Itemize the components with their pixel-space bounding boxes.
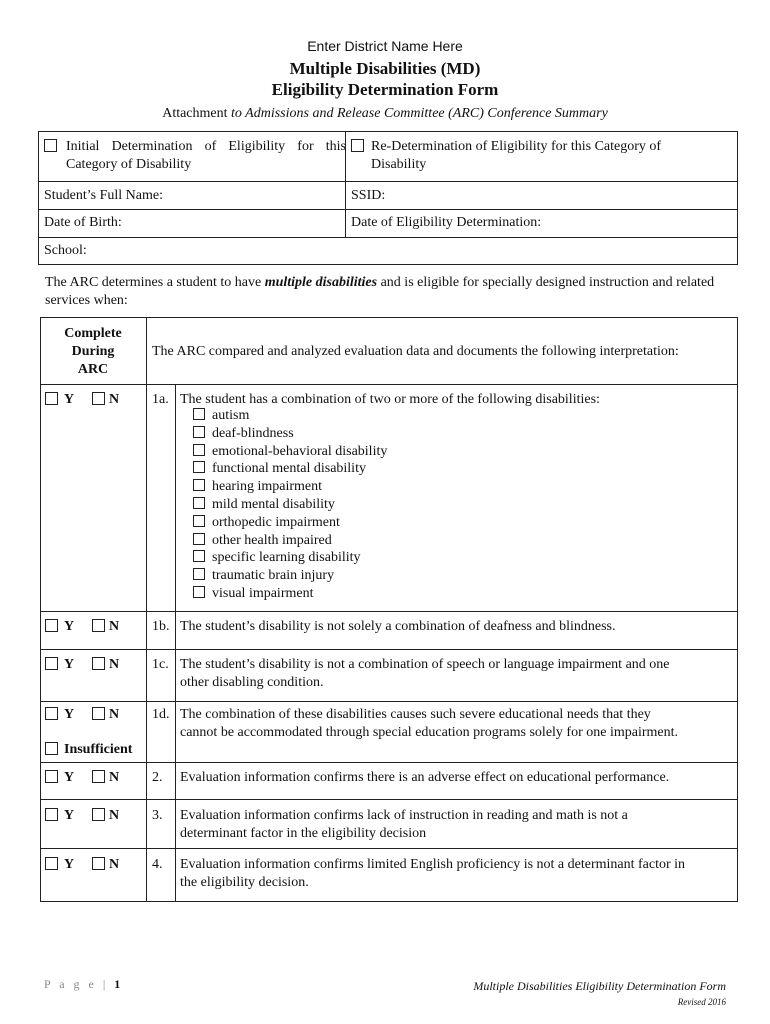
no-label: N: [109, 857, 120, 872]
dob-field[interactable]: Date of Birth:: [44, 215, 122, 230]
row-3-text-2: determinant factor in the eligibility decision: [180, 826, 427, 841]
disability-traumatic-brain[interactable]: traumatic brain injury: [193, 567, 387, 585]
disability-functional-mental[interactable]: functional mental disability: [193, 460, 387, 478]
intro-paragraph: The ARC determines a student to have multiple disabilities and is eligible for specially designed instruction and related services when:: [45, 275, 715, 308]
no-label: N: [109, 392, 120, 407]
initial-determination-checkbox[interactable]: [44, 139, 57, 152]
row-1b-no-checkbox[interactable]: [92, 619, 105, 632]
no-label: N: [109, 808, 120, 823]
row-1c-text-2: other disabling condition.: [180, 675, 324, 690]
yes-label: Y: [64, 770, 75, 785]
disability-visual-impairment[interactable]: visual impairment: [193, 585, 387, 603]
row-1a-no-checkbox[interactable]: [92, 392, 105, 405]
no-label: N: [109, 619, 120, 634]
row-1d-text: The combination of these disabilities causes such severe educational needs that they: [180, 707, 651, 722]
row-1a-text: The student has a combination of two or more of the following disabilities:: [180, 392, 600, 407]
row-2-text: Evaluation information confirms there is an adverse effect on educational performance.: [180, 770, 670, 785]
initial-determination-label-2: Category of Disability: [66, 157, 192, 172]
revised-date: Revised 2016: [677, 997, 726, 1007]
ssid-field[interactable]: SSID:: [351, 188, 386, 203]
footer-form-name: Multiple Disabilities Eligibility Determination Form: [473, 979, 726, 993]
disability-autism[interactable]: autism: [193, 407, 387, 425]
checkbox[interactable]: [193, 444, 205, 456]
redetermination-checkbox[interactable]: [351, 139, 364, 152]
row-1b-text: The student’s disability is not solely a combination of deafness and blindness.: [180, 619, 616, 634]
checkbox[interactable]: [193, 497, 205, 509]
row-1c-no-checkbox[interactable]: [92, 657, 105, 670]
disability-emotional-behavioral[interactable]: emotional-behavioral disability: [193, 443, 387, 461]
insufficient-label: Insufficient: [64, 742, 133, 757]
redetermination-label-2: Disability: [371, 157, 427, 172]
form-title-line2: Eligibility Determination Form: [271, 80, 499, 99]
yes-label: Y: [64, 808, 75, 823]
checkbox[interactable]: [193, 515, 205, 527]
no-label: N: [109, 707, 120, 722]
yes-label: Y: [64, 707, 75, 722]
row-1c-text: The student’s disability is not a combination of speech or language impairment and one: [180, 657, 670, 672]
disability-orthopedic[interactable]: orthopedic impairment: [193, 514, 387, 532]
school-field[interactable]: School:: [44, 243, 87, 258]
row-4-text-2: the eligibility decision.: [180, 875, 309, 890]
checkbox[interactable]: [193, 586, 205, 598]
yes-label: Y: [64, 619, 75, 634]
interpretation-header: The ARC compared and analyzed evaluation data and documents the following interpretation:: [152, 344, 679, 359]
checkbox[interactable]: [193, 550, 205, 562]
checkbox[interactable]: [193, 533, 205, 545]
disability-other-health[interactable]: other health impaired: [193, 532, 387, 550]
no-label: N: [109, 657, 120, 672]
row-1d-insufficient-checkbox[interactable]: [45, 742, 58, 755]
row-3-no-checkbox[interactable]: [92, 808, 105, 821]
disability-hearing-impairment[interactable]: hearing impairment: [193, 478, 387, 496]
row-4-text: Evaluation information confirms limited English proficiency is not a determinant factor in: [180, 857, 686, 872]
row-1d-number: 1d.: [152, 707, 170, 722]
disability-deaf-blindness[interactable]: deaf-blindness: [193, 425, 387, 443]
yes-label: Y: [64, 657, 75, 672]
yes-label: Y: [64, 392, 75, 407]
row-4-no-checkbox[interactable]: [92, 857, 105, 870]
row-3-text: Evaluation information confirms lack of instruction in reading and math is not a: [180, 808, 628, 823]
disability-mild-mental[interactable]: mild mental disability: [193, 496, 387, 514]
complete-during-arc-header: Complete During ARC: [64, 326, 122, 377]
row-1d-yes-checkbox[interactable]: [45, 707, 58, 720]
row-4-number: 4.: [152, 857, 163, 872]
row-2-yes-checkbox[interactable]: [45, 770, 58, 783]
checkbox[interactable]: [193, 568, 205, 580]
row-1d-text-2: cannot be accommodated through special education programs solely for one impairment.: [180, 725, 679, 740]
initial-determination-label: Initial Determination of Eligibility for this: [66, 139, 346, 154]
row-2-number: 2.: [152, 770, 163, 785]
disabilities-list: [193, 407, 387, 603]
row-4-yes-checkbox[interactable]: [45, 857, 58, 870]
eligibility-date-field[interactable]: Date of Eligibility Determination:: [351, 215, 542, 230]
row-2-no-checkbox[interactable]: [92, 770, 105, 783]
checkbox[interactable]: [193, 408, 205, 420]
row-1a-number: 1a.: [152, 392, 169, 407]
attachment-note: Attachment to Admissions and Release Committee (ARC) Conference Summary: [162, 106, 608, 121]
checkbox[interactable]: [193, 479, 205, 491]
checkbox[interactable]: [193, 461, 205, 473]
row-1b-yes-checkbox[interactable]: [45, 619, 58, 632]
district-name: Enter District Name Here: [307, 38, 463, 54]
form-title-line1: Multiple Disabilities (MD): [289, 59, 481, 78]
row-1b-number: 1b.: [152, 619, 170, 634]
no-label: N: [109, 770, 120, 785]
row-1d-no-checkbox[interactable]: [92, 707, 105, 720]
row-1c-yes-checkbox[interactable]: [45, 657, 58, 670]
page-number: P a g e | 1: [44, 977, 121, 991]
student-name-field[interactable]: Student’s Full Name:: [44, 188, 163, 203]
row-1c-number: 1c.: [152, 657, 169, 672]
checkbox[interactable]: [193, 426, 205, 438]
row-3-yes-checkbox[interactable]: [45, 808, 58, 821]
disability-specific-learning[interactable]: specific learning disability: [193, 549, 387, 567]
redetermination-label: Re-Determination of Eligibility for this Category of: [371, 139, 662, 154]
row-3-number: 3.: [152, 808, 163, 823]
row-1a-yes-checkbox[interactable]: [45, 392, 58, 405]
yes-label: Y: [64, 857, 75, 872]
